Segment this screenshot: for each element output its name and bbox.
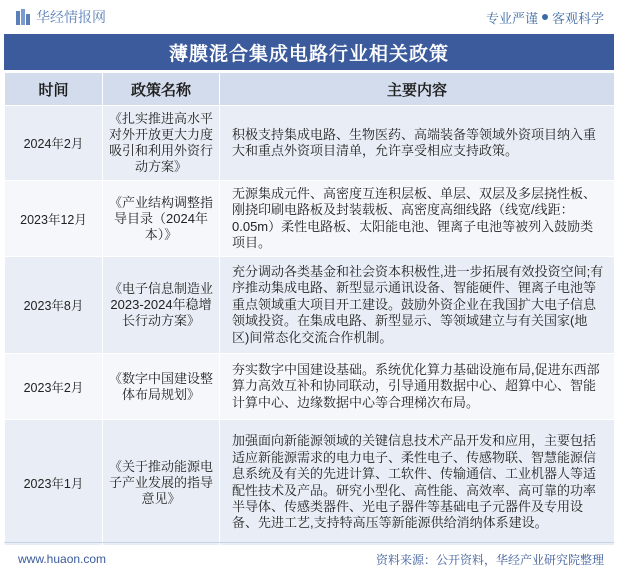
table-title: 薄膜混合集成电路行业相关政策 xyxy=(4,34,614,70)
huajing-logo-icon xyxy=(16,9,30,25)
top-bar xyxy=(0,0,618,34)
footer-divider xyxy=(4,542,614,543)
table-header-row xyxy=(5,73,615,106)
table-row xyxy=(5,106,615,181)
row-time: 2024年2月 xyxy=(5,106,103,181)
row-content: 积极支持集成电路、生物医药、高端装备等领域外资项目纳入重大和重点外资项目清单，允许享受相应支持政策。 xyxy=(220,106,615,181)
row-policy-name: 《产业结构调整指导目录（2024年本）》 xyxy=(103,181,220,257)
slogan-left: 专业严谨 xyxy=(485,10,538,26)
footer-url[interactable]: www.huaon.com xyxy=(18,552,107,566)
brand[interactable] xyxy=(16,7,106,27)
row-content: 充分调动各类基金和社会资本积极性,进一步拓展有效投资空间;有序推动集成电路、新型显示通讯设备、智能硬件、锂离子电池等重点领域重大项目开工建设。鼓励外资企业在我国扩大电子信息领域投资。在集成电路、新型显示、等领域建立与有关国家(地区)间常态化交流合作机制。 xyxy=(220,257,615,354)
column-header-time: 时间 xyxy=(5,73,103,106)
row-content: 无源集成元件、高密度互连积层板、单层、双层及多层挠性板、刚挠印刷电路板及封装载板、高密度高细线路（线宽/线距：0.05m）柔性电路板、太阳能电池、锂离子电池等被列入鼓励类项目。 xyxy=(220,181,615,257)
table-row xyxy=(5,420,615,546)
row-policy-name: 《数字中国建设整体布局规划》 xyxy=(103,354,220,420)
footer xyxy=(0,546,618,572)
column-header-policy-name: 政策名称 xyxy=(103,73,220,106)
slogan-right: 客观科学 xyxy=(551,10,604,26)
brand-name: 华经情报网 xyxy=(36,9,106,25)
footer-source: 资料来源：公开资料，华经产业研究院整理 xyxy=(375,552,604,567)
row-policy-name: 《电子信息制造业2023-2024年稳增长行动方案》 xyxy=(103,257,220,354)
row-time: 2023年2月 xyxy=(5,354,103,420)
column-header-content: 主要内容 xyxy=(220,73,615,106)
row-time: 2023年8月 xyxy=(5,257,103,354)
table-row xyxy=(5,354,615,420)
bullet-dot-icon xyxy=(542,14,548,20)
policy-table xyxy=(4,72,615,546)
row-policy-name: 《扎实推进高水平对外开放更大力度吸引和利用外资行动方案》 xyxy=(103,106,220,181)
slogan xyxy=(486,8,604,27)
table-row xyxy=(5,181,615,257)
table-row xyxy=(5,257,615,354)
row-time: 2023年12月 xyxy=(5,181,103,257)
row-content: 加强面向新能源领域的关键信息技术产品开发和应用，主要包括适应新能源需求的电力电子、柔性电子、传感物联、智慧能源信息系统及有关的先进计算、工软件、传输通信、工业机器人等适配性技术及产品。研究小型化、高性能、高效率、高可靠的功率半导体、传感类器件、光电子器件等基础电子元器件及专用设备、先进工艺,支持特高压等新能源供给消纳体系建设。 xyxy=(220,420,615,546)
row-policy-name: 《关于推动能源电子产业发展的指导意见》 xyxy=(103,420,220,546)
row-content: 夯实数字中国建设基础。系统优化算力基础设施布局,促进东西部算力高效互补和协同联动，引导通用数据中心、超算中心、智能计算中心、边缘数据中心等合理梯次布局。 xyxy=(220,354,615,420)
row-time: 2023年1月 xyxy=(5,420,103,546)
